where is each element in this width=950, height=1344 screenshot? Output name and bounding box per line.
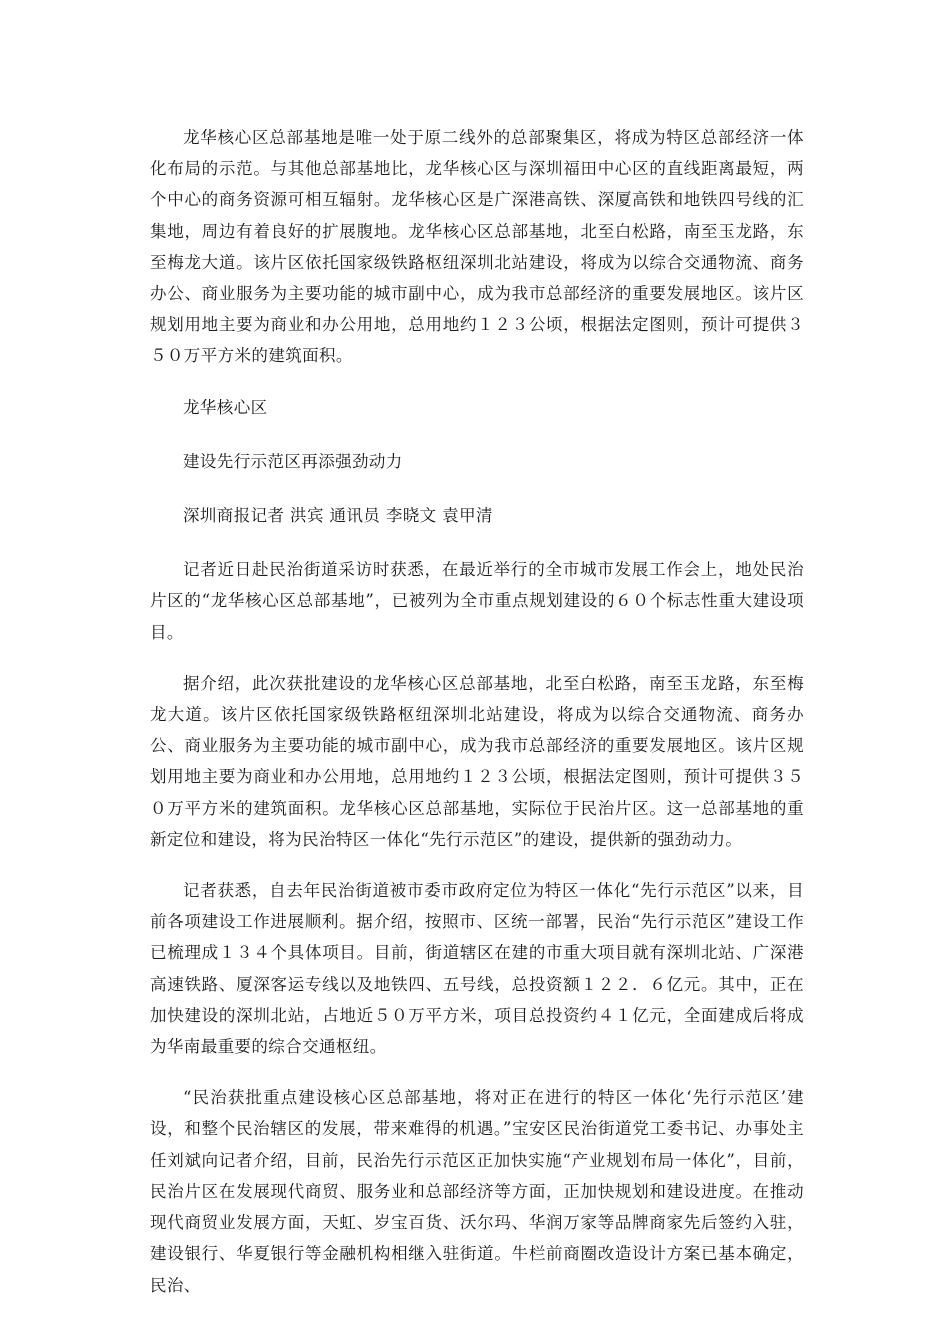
body-paragraph: 据介绍，此次获批建设的龙华核心区总部基地，北至白松路，南至玉龙路，东至梅龙大道。该片区依托国家级铁路枢纽深圳北站建设，将成为以综合交通物流、商务办公、商业服务为主要功能的城市副中心，成为我市总部经济的重要发展地区。该片区规划用地主要为商业和办公用地，总用地约１２３公顷，根据法定图则，预计可提供３５０万平方米的建筑面积。龙华核心区总部基地，实际位于民治片区。这一总部基地的重新定位和建设，将为民治特区一体化“先行示范区”的建设，提供新的强劲动力。: [150, 673, 804, 849]
section-heading: 龙华核心区: [183, 397, 268, 417]
article-title: 建设先行示范区再添强劲动力: [183, 451, 403, 471]
body-paragraph: 记者获悉，自去年民治街道被市委市政府定位为特区一体化“先行示范区”以来，目前各项建设工作进展顺利。据介绍，按照市、区统一部署，民治“先行示范区”建设工作已梳理成１３４个具体项目。目前，街道辖区在建的市重大项目就有深圳北站、广深港高速铁路、厦深客运专线以及地铁四、五号线，总投资额１２２．６亿元。其中，正在加快建设的深圳北站，占地近５０万平方米，项目总投资约４１亿元，全面建成后将成为华南最重要的综合交通枢纽。: [150, 881, 804, 1057]
body-paragraph: “民治获批重点建设核心区总部基地，将对正在进行的特区一体化‘先行示范区’建设，和整个民治辖区的发展，带来难得的机遇。”宝安区民治街道党工委书记、办事处主任刘斌向记者介绍，目前，民治先行示范区正加快实施“产业规划布局一体化”，目前，民治片区在发展现代商贸、服务业和总部经济等方面，正加快规划和建设进度。在推动现代商贸业发展方面，天虹、岁宝百货、沃尔玛、华润万家等品牌商家先后签约入驻，建设银行、华夏银行等金融机构相继入驻街道。牛栏前商圈改造设计方案已基本确定，民治、: [150, 1088, 804, 1295]
byline: 深圳商报记者 洪宾 通讯员 李晓文 袁甲清: [183, 506, 493, 526]
intro-paragraph: 龙华核心区总部基地是唯一处于原二线外的总部聚集区，将成为特区总部经济一体化布局的示范。与其他总部基地比，龙华核心区与深圳福田中心区的直线距离最短，两个中心的商务资源可相互辐射。龙华核心区是广深港高铁、深厦高铁和地铁四号线的汇集地，周边有着良好的扩展腹地。龙华核心区总部基地，北至白松路，南至玉龙路，东至梅龙大道。该片区依托国家级铁路枢纽深圳北站建设，将成为以综合交通物流、商务办公、商业服务为主要功能的城市副中心，成为我市总部经济的重要发展地区。该片区规划用地主要为商业和办公用地，总用地约１２３公顷，根据法定图则，预计可提供３５０万平方米的建筑面积。: [150, 128, 804, 366]
body-paragraph: 记者近日赴民治街道采访时获悉，在最近举行的全市城市发展工作会上，地处民治片区的“龙华核心区总部基地”，已被列为全市重点规划建设的６０个标志性重大建设项目。: [150, 560, 804, 642]
